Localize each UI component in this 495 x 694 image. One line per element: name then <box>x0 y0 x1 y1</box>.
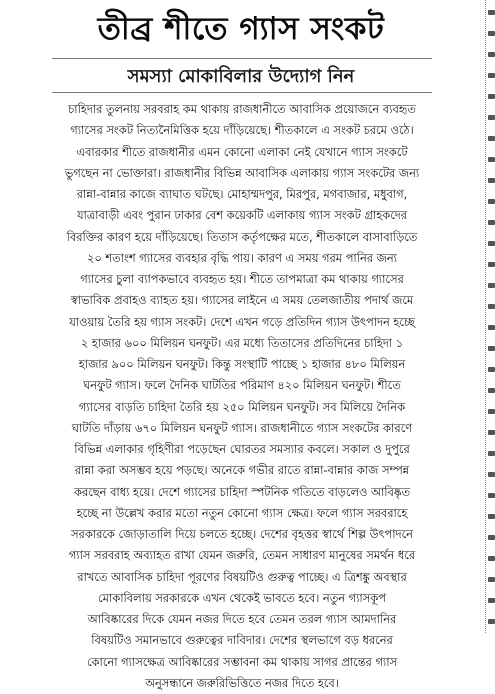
cropped-text-fragment <box>488 346 495 351</box>
body-line: আবিষ্কারের দিকে যেমন নজর দিতে হবে তেমন তরল গ্যাস আমদানির <box>87 612 397 626</box>
body-line: করছেন বাধ্য হয়ে। দেশে গ্যাসের চাহিদা স্পটনিক গতিতে বাড়লেও আবিষ্কৃত <box>73 484 411 499</box>
body-line: ভুগছেন না ভোক্তারা। রাজধানীর বিভিন্ন আবাসিক এলাকায় গ্যাস সংকটের জন্য <box>64 165 420 180</box>
cropped-text-fragment <box>488 31 495 36</box>
body-line: রাখতে আবাসিক চাহিদা পূরণের বিষয়টিও গুরুত্ব পাচ্ছে। এ ত্রিশঙ্কু অবস্থার <box>77 569 407 584</box>
cropped-text-fragment <box>488 199 495 204</box>
body-line: যাওয়ায় তৈরি হয় গ্যাস সংকট। দেশে এখন গড়ে প্রতিদিন গ্যাস উৎপাদন হচ্ছে <box>69 314 415 329</box>
cropped-text-fragment <box>488 115 495 120</box>
body-line: ২ হাজার ৬০০ মিলিয়ন ঘনফুট। এর মধ্যে তিতাসের প্রতিদিনের চাহিদা ১ <box>80 335 404 350</box>
headline-divider <box>52 58 432 59</box>
subheadline-divider <box>52 92 432 93</box>
cropped-text-fragment <box>488 367 495 372</box>
cropped-text-fragment <box>488 10 495 15</box>
cropped-text-fragment <box>488 325 495 330</box>
cropped-text-fragment <box>488 409 495 414</box>
cropped-text-fragment <box>488 514 495 519</box>
editorial-article <box>2 0 480 690</box>
body-line: ঘনফুট গ্যাস। ফলে দৈনিক ঘাটতির পরিমাণ ৪২০ মিলিয়ন ঘনফুট। শীতে <box>83 378 401 393</box>
headline: তীব্র শীতে গ্যাস সংকট <box>97 11 385 47</box>
body-line: অনুসন্ধানে জরুরিভিত্তিতে নজর দিতে হবে। <box>145 675 339 690</box>
body-line: বিরক্তির কারণ হয়ে দাঁড়িয়েছে। তিতাস কর্তৃপক্ষের মতে, শীতকালে বাসাবাড়িতে <box>66 229 418 244</box>
body-line: গ্যাসের বাড়তি চাহিদা তৈরি হয় ২৫০ মিলিয়ন ঘনফুট। সব মিলিয়ে দৈনিক <box>78 399 406 414</box>
cropped-text-fragment <box>488 388 495 393</box>
body-line: মোকাবিলায় সরকারকে এখন থেকেই ভাবতে হবে। নতুন গ্যাসকূপ <box>98 590 386 605</box>
cropped-text-fragment <box>488 430 495 435</box>
cropped-text-fragment <box>488 451 495 456</box>
body-line: কোনো গ্যাসক্ষেত্র আবিষ্কারের সম্ভাবনা কম থাকায় সাগর প্রান্তের গ্যাস <box>86 654 398 669</box>
body-line: ঘাটতি দাঁড়ায় ৬৭০ মিলিয়ন ঘনফুট গ্যাস। রাজধানীতে গ্যাস সংকটের কারণে <box>71 420 413 435</box>
body-line: স্বাভাবিক প্রবাহও ব্যাহত হয়। গ্যাসের লাইনে এ সময় তেলজাতীয় পদার্থ জমে <box>70 293 414 308</box>
cropped-text-fragment <box>488 178 495 183</box>
cropped-text-fragment <box>488 493 495 498</box>
cropped-text-fragment <box>488 94 495 99</box>
body-line: বিভিন্ন এলাকার গৃহিণীরা পড়েছেন ঘোরতর সমস্যার কবলে। সকাল ও দুপুরে <box>74 442 410 456</box>
cropped-text-fragment <box>488 262 495 267</box>
body-line: সরকারকে জোড়াতালি দিয়ে চলতে হচ্ছে। দেশের বৃহত্তর স্বার্থে শিল্প উৎপাদনে <box>71 527 413 541</box>
cropped-text-fragment <box>488 73 495 78</box>
body-line: হচ্ছে না উল্লেখ করার মতো নতুন কোনো গ্যাস ক্ষেত্র। ফলে গ্যাস সরবরাহে <box>76 505 408 520</box>
cropped-text-fragment <box>488 304 495 309</box>
cropped-text-fragment <box>488 241 495 246</box>
cropped-text-fragment <box>488 136 495 141</box>
adjacent-column-edge <box>482 0 495 633</box>
cropped-text-fragment <box>488 157 495 162</box>
cropped-text-fragment <box>488 577 495 582</box>
body-line: গ্যাস সরবরাহ অব্যাহত রাখা যেমন জরুরি, তেমন সাধারণ মানুষের সমর্থন ধরে <box>68 548 416 563</box>
cropped-text-fragment <box>488 535 495 540</box>
column-divider <box>485 0 486 633</box>
cropped-text-fragment <box>488 220 495 225</box>
body-line: রান্না করা অসম্ভব হয়ে পড়ছে। অনেকে গভীর রাতে রান্না-বান্নার কাজ সম্পন্ন <box>74 463 410 478</box>
body-line: যাত্রাবাড়ী এবং পুরান ঢাকার বেশ কয়েকটি এলাকায় গ্যাস সংকট গ্রাহকদের <box>76 208 408 223</box>
article-body <box>8 99 476 694</box>
cropped-text-fragment <box>488 556 495 561</box>
body-line: গ্যাসের সংকট নিত্যনৈমিত্তিক হয়ে দাঁড়িয়েছে। শীতকালে এ সংকট চরমে ওঠে। <box>70 123 414 138</box>
cropped-text-fragment <box>488 598 495 603</box>
body-line: এবারকার শীতে রাজধানীর এমন কোনো এলাকা নেই যেখানে গ্যাস সংকটে <box>76 144 408 159</box>
cropped-text-fragment <box>488 52 495 57</box>
body-line: চাহিদার তুলনায় সরবরাহ কম থাকায় রাজধানীতে আবাসিক প্রয়োজনে ব্যবহৃত <box>68 102 416 116</box>
cropped-text-fragment <box>488 472 495 477</box>
subheadline: সমস্যা মোকাবিলার উদ্যোগ নিন <box>127 66 355 87</box>
body-line: হাজার ৯০০ মিলিয়ন ঘনফুট। কিন্তু সংস্থাটি পাচ্ছে ১ হাজার ৪৮০ মিলিয়ন <box>78 357 406 371</box>
cropped-text-fragment <box>488 283 495 288</box>
body-line: গ্যাসের চুলা ব্যাপকভাবে ব্যবহৃত হয়। শীতে তাপমাত্রা কম থাকায় গ্যাসের <box>80 272 404 286</box>
body-line: বিষয়টিও সমানভাবে গুরুত্বের দাবিদার। দেশের স্থলভাগে বড় ধরনের <box>91 633 393 648</box>
body-line: রান্না-বান্নার কাজে ব্যাঘাত ঘটছে। মোহাম্মদপুর, মিরপুর, মগবাজার, মধুবাগ, <box>76 187 408 201</box>
body-line: ২০ শতাংশ গ্যাসের ব্যবহার বৃদ্ধি পায়। কারণ এ সময় গরম পানির জন্য <box>87 250 397 265</box>
cropped-text-fragment <box>488 619 495 624</box>
